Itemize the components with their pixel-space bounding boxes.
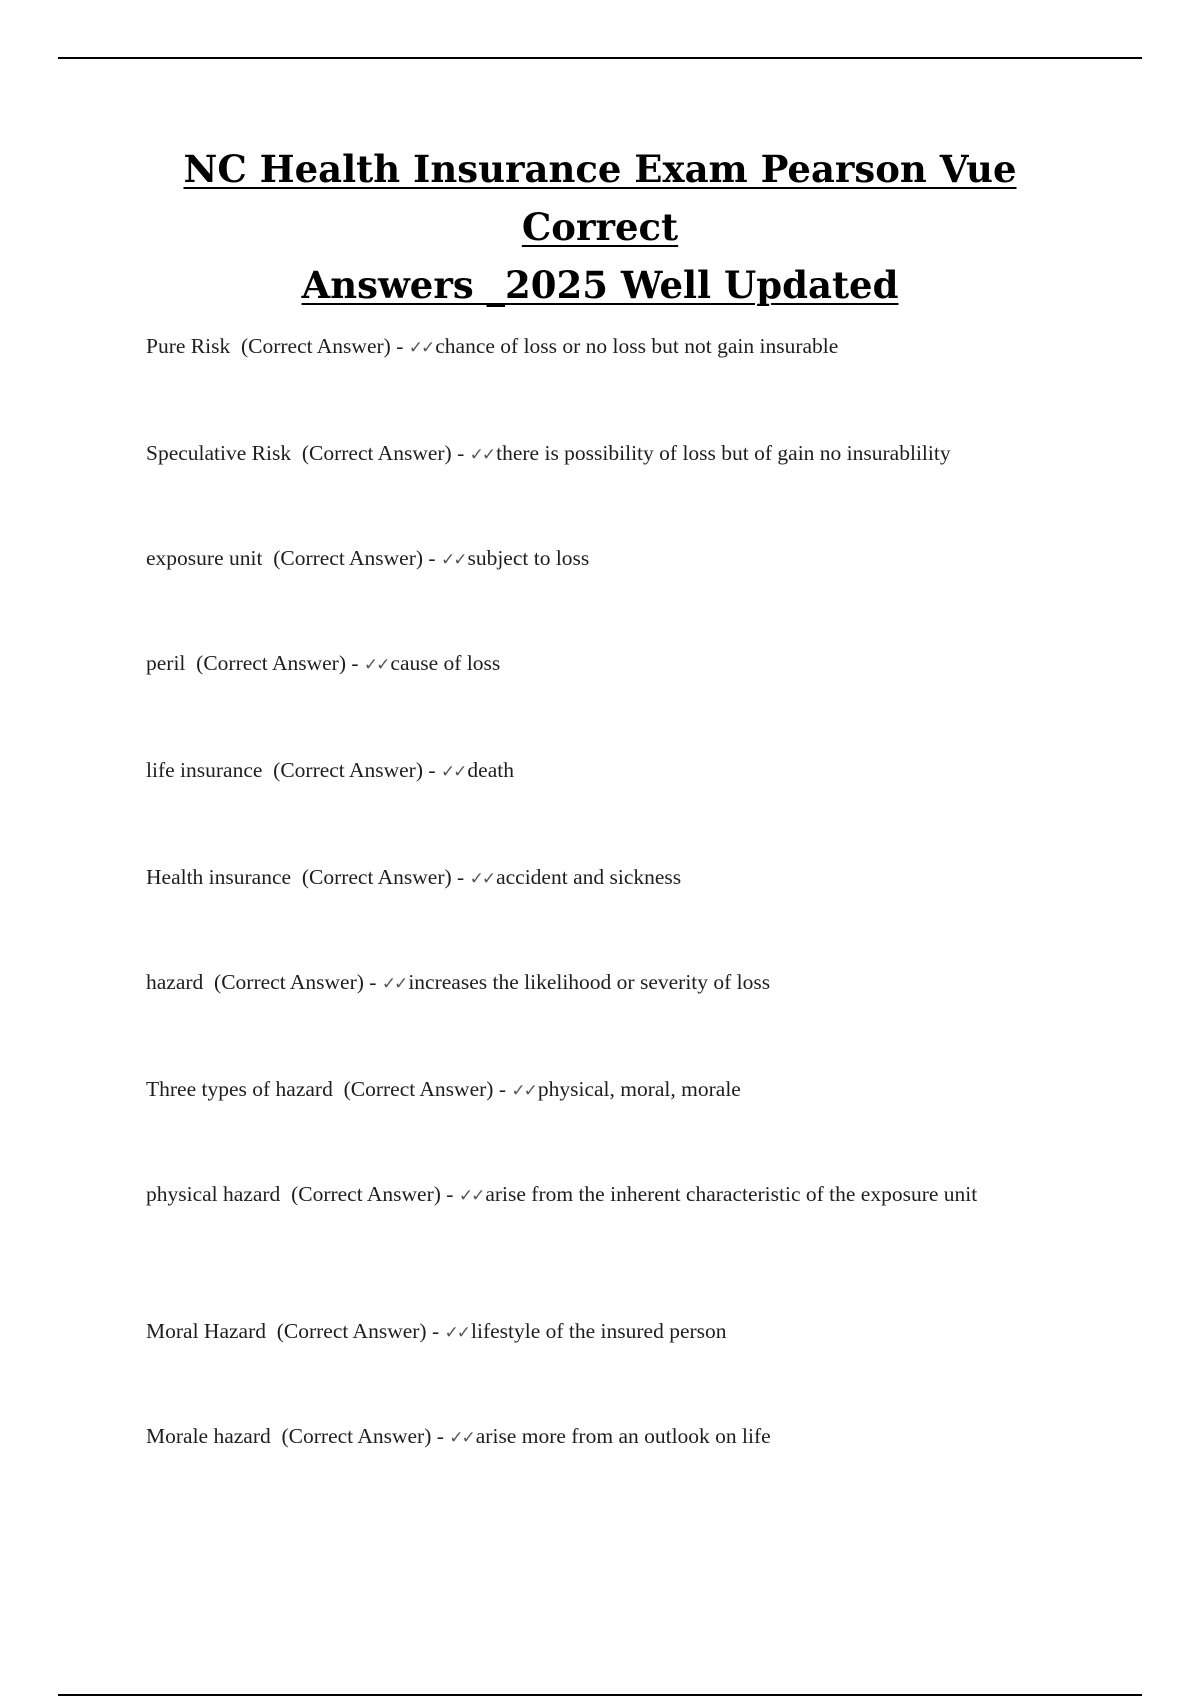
qa-definition: subject to loss	[467, 546, 590, 570]
answer-tag: (Correct Answer) -	[196, 651, 359, 675]
double-check-icon: ✓✓	[444, 1323, 469, 1343]
qa-definition: physical, moral, morale	[537, 1077, 741, 1101]
title-line-1: NC Health Insurance Exam Pearson Vue Correct	[183, 147, 1017, 249]
qa-term: Three types of hazard	[146, 1077, 333, 1101]
qa-item-three-types-of-hazard	[146, 1074, 1076, 1106]
double-check-icon: ✓✓	[440, 762, 466, 782]
qa-term: life insurance	[146, 758, 263, 782]
qa-term: Speculative Risk	[146, 441, 292, 465]
qa-term: hazard	[146, 970, 204, 994]
double-check-icon: ✓✓	[381, 974, 407, 994]
double-check-icon: ✓✓	[511, 1081, 536, 1101]
qa-term: Health insurance	[146, 865, 292, 889]
qa-term: exposure unit	[146, 546, 263, 570]
qa-item-health-insurance	[146, 862, 1076, 894]
qa-item-pure-risk	[146, 331, 1076, 363]
answer-tag: (Correct Answer) -	[276, 1319, 440, 1343]
answer-tag: (Correct Answer) -	[291, 1182, 454, 1206]
answer-tag: (Correct Answer) -	[273, 758, 436, 782]
qa-item-speculative-risk	[146, 438, 1076, 470]
qa-definition: increases the likelihood or severity of loss	[408, 970, 771, 994]
double-check-icon: ✓✓	[469, 445, 495, 465]
document-title	[110, 140, 1090, 314]
qa-item-physical-hazard	[146, 1179, 1076, 1211]
title-line-2: Answers _2025 Well Updated	[301, 263, 899, 307]
qa-definition: accident and sickness	[496, 865, 682, 889]
qa-definition: death	[467, 758, 514, 782]
qa-term: peril	[146, 651, 186, 675]
double-check-icon: ✓✓	[440, 550, 466, 570]
double-check-icon: ✓✓	[408, 338, 434, 358]
qa-definition: lifestyle of the insured person	[471, 1319, 727, 1343]
qa-term: Morale hazard	[146, 1424, 271, 1448]
qa-definition: chance of loss or no loss but not gain insurable	[435, 334, 839, 358]
answer-tag: (Correct Answer) -	[273, 546, 436, 570]
qa-item-life-insurance	[146, 755, 1076, 787]
answer-tag: (Correct Answer) -	[343, 1077, 506, 1101]
answer-tag: (Correct Answer) -	[301, 865, 465, 889]
qa-definition: there is possibility of loss but of gain no insurablility	[496, 441, 951, 465]
double-check-icon: ✓✓	[469, 869, 495, 889]
top-rule	[58, 57, 1142, 59]
qa-item-peril	[146, 648, 1076, 680]
qa-item-moral-hazard	[146, 1316, 1076, 1348]
qa-definition: cause of loss	[390, 651, 501, 675]
answer-tag: (Correct Answer) -	[301, 441, 465, 465]
answer-tag: (Correct Answer) -	[214, 970, 377, 994]
qa-term: physical hazard	[146, 1182, 281, 1206]
qa-definition: arise from the inherent characteristic of the exposure unit	[485, 1182, 978, 1206]
qa-item-hazard	[146, 967, 1076, 999]
qa-term: Pure Risk	[146, 334, 231, 358]
qa-term: Moral Hazard	[146, 1319, 266, 1343]
qa-item-morale-hazard	[146, 1421, 1076, 1453]
qa-item-exposure-unit	[146, 543, 1076, 575]
answer-tag: (Correct Answer) -	[281, 1424, 444, 1448]
bottom-rule	[58, 1694, 1142, 1696]
double-check-icon: ✓✓	[449, 1428, 474, 1448]
double-check-icon: ✓✓	[458, 1186, 484, 1206]
qa-definition: arise more from an outlook on life	[475, 1424, 771, 1448]
answer-tag: (Correct Answer) -	[240, 334, 404, 358]
double-check-icon: ✓✓	[363, 655, 389, 675]
